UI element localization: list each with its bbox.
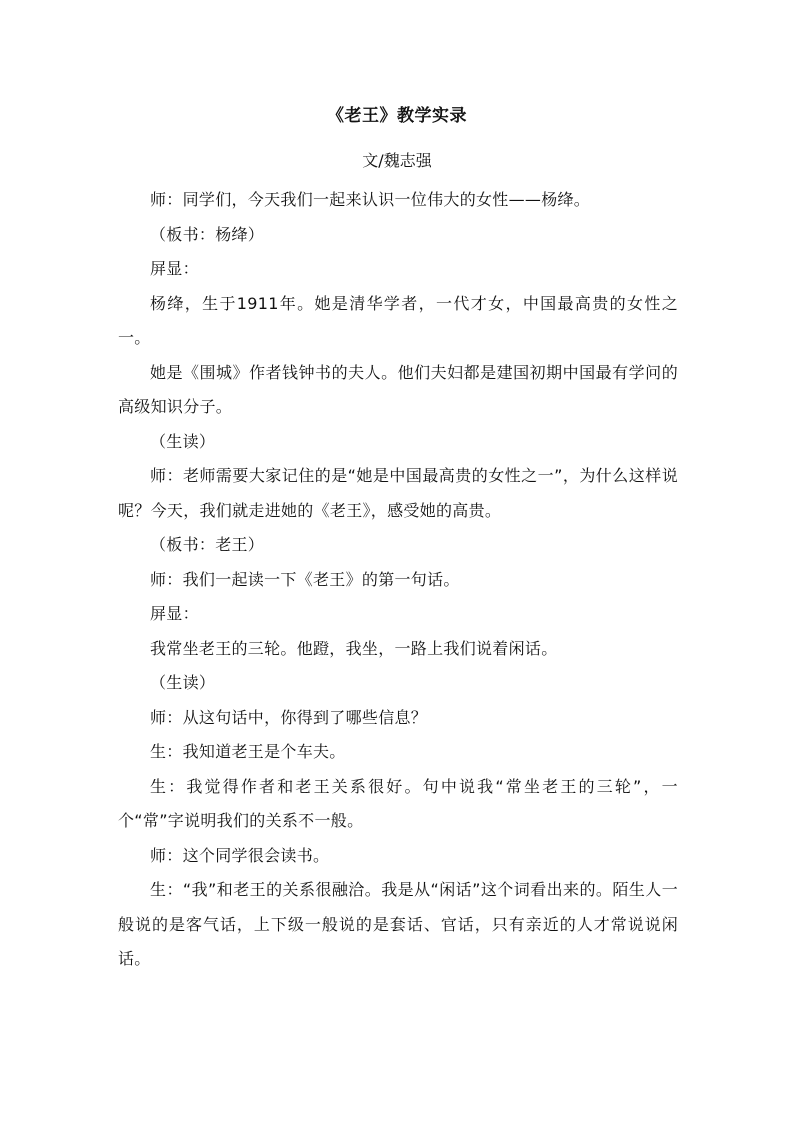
paragraph: 师：从这句话中，你得到了哪些信息？ [150, 707, 428, 727]
paragraph: 我常坐老王的三轮。他蹬，我坐，一路上我们说着闲话。 [150, 638, 558, 658]
paragraph: （板书：老王） [150, 535, 265, 554]
paragraph: 生：我知道老王是个车夫。 [150, 742, 346, 761]
paragraph: 屏显： [150, 604, 199, 623]
paragraph: （板书：杨绛） [150, 224, 265, 244]
paragraph: 生：我觉得作者和老王关系很好。句中说我“常坐老王的三轮”，一个“常”字说明我们的关系不一般。 [118, 776, 678, 830]
document-author: 文/魏志强 [362, 151, 432, 170]
paragraph: 师：我们一起读一下《老王》的第一句话。 [150, 569, 460, 589]
document-body [118, 183, 678, 977]
paragraph: 杨绛，生于1911年。她是清华学者，一代才女，中国最高贵的女性之一。 [118, 293, 678, 347]
document-title: 《老王》教学实录 [327, 106, 467, 126]
paragraph: 屏显： [150, 259, 199, 278]
paragraph: 她是《围城》作者钱钟书的夫人。他们夫妇都是建国初期中国最有学问的高级知识分子。 [118, 362, 678, 416]
paragraph: （生读） [150, 673, 216, 692]
paragraph: 师：老师需要大家记住的是“她是中国最高贵的女性之一”，为什么这样说呢？今天，我们就走进她的《老王》，感受她的高贵。 [118, 466, 678, 520]
paragraph: （生读） [150, 431, 216, 451]
paragraph: 师：这个同学很会读书。 [150, 845, 330, 865]
paragraph: 师：同学们，今天我们一起来认识一位伟大的女性——杨绛。 [150, 190, 591, 209]
paragraph: 生：“我”和老王的关系很融洽。我是从“闲话”这个词看出来的。陌生人一般说的是客气话，上下级一般说的是套话、官话，只有亲近的人才常说说闲话。 [118, 880, 678, 968]
